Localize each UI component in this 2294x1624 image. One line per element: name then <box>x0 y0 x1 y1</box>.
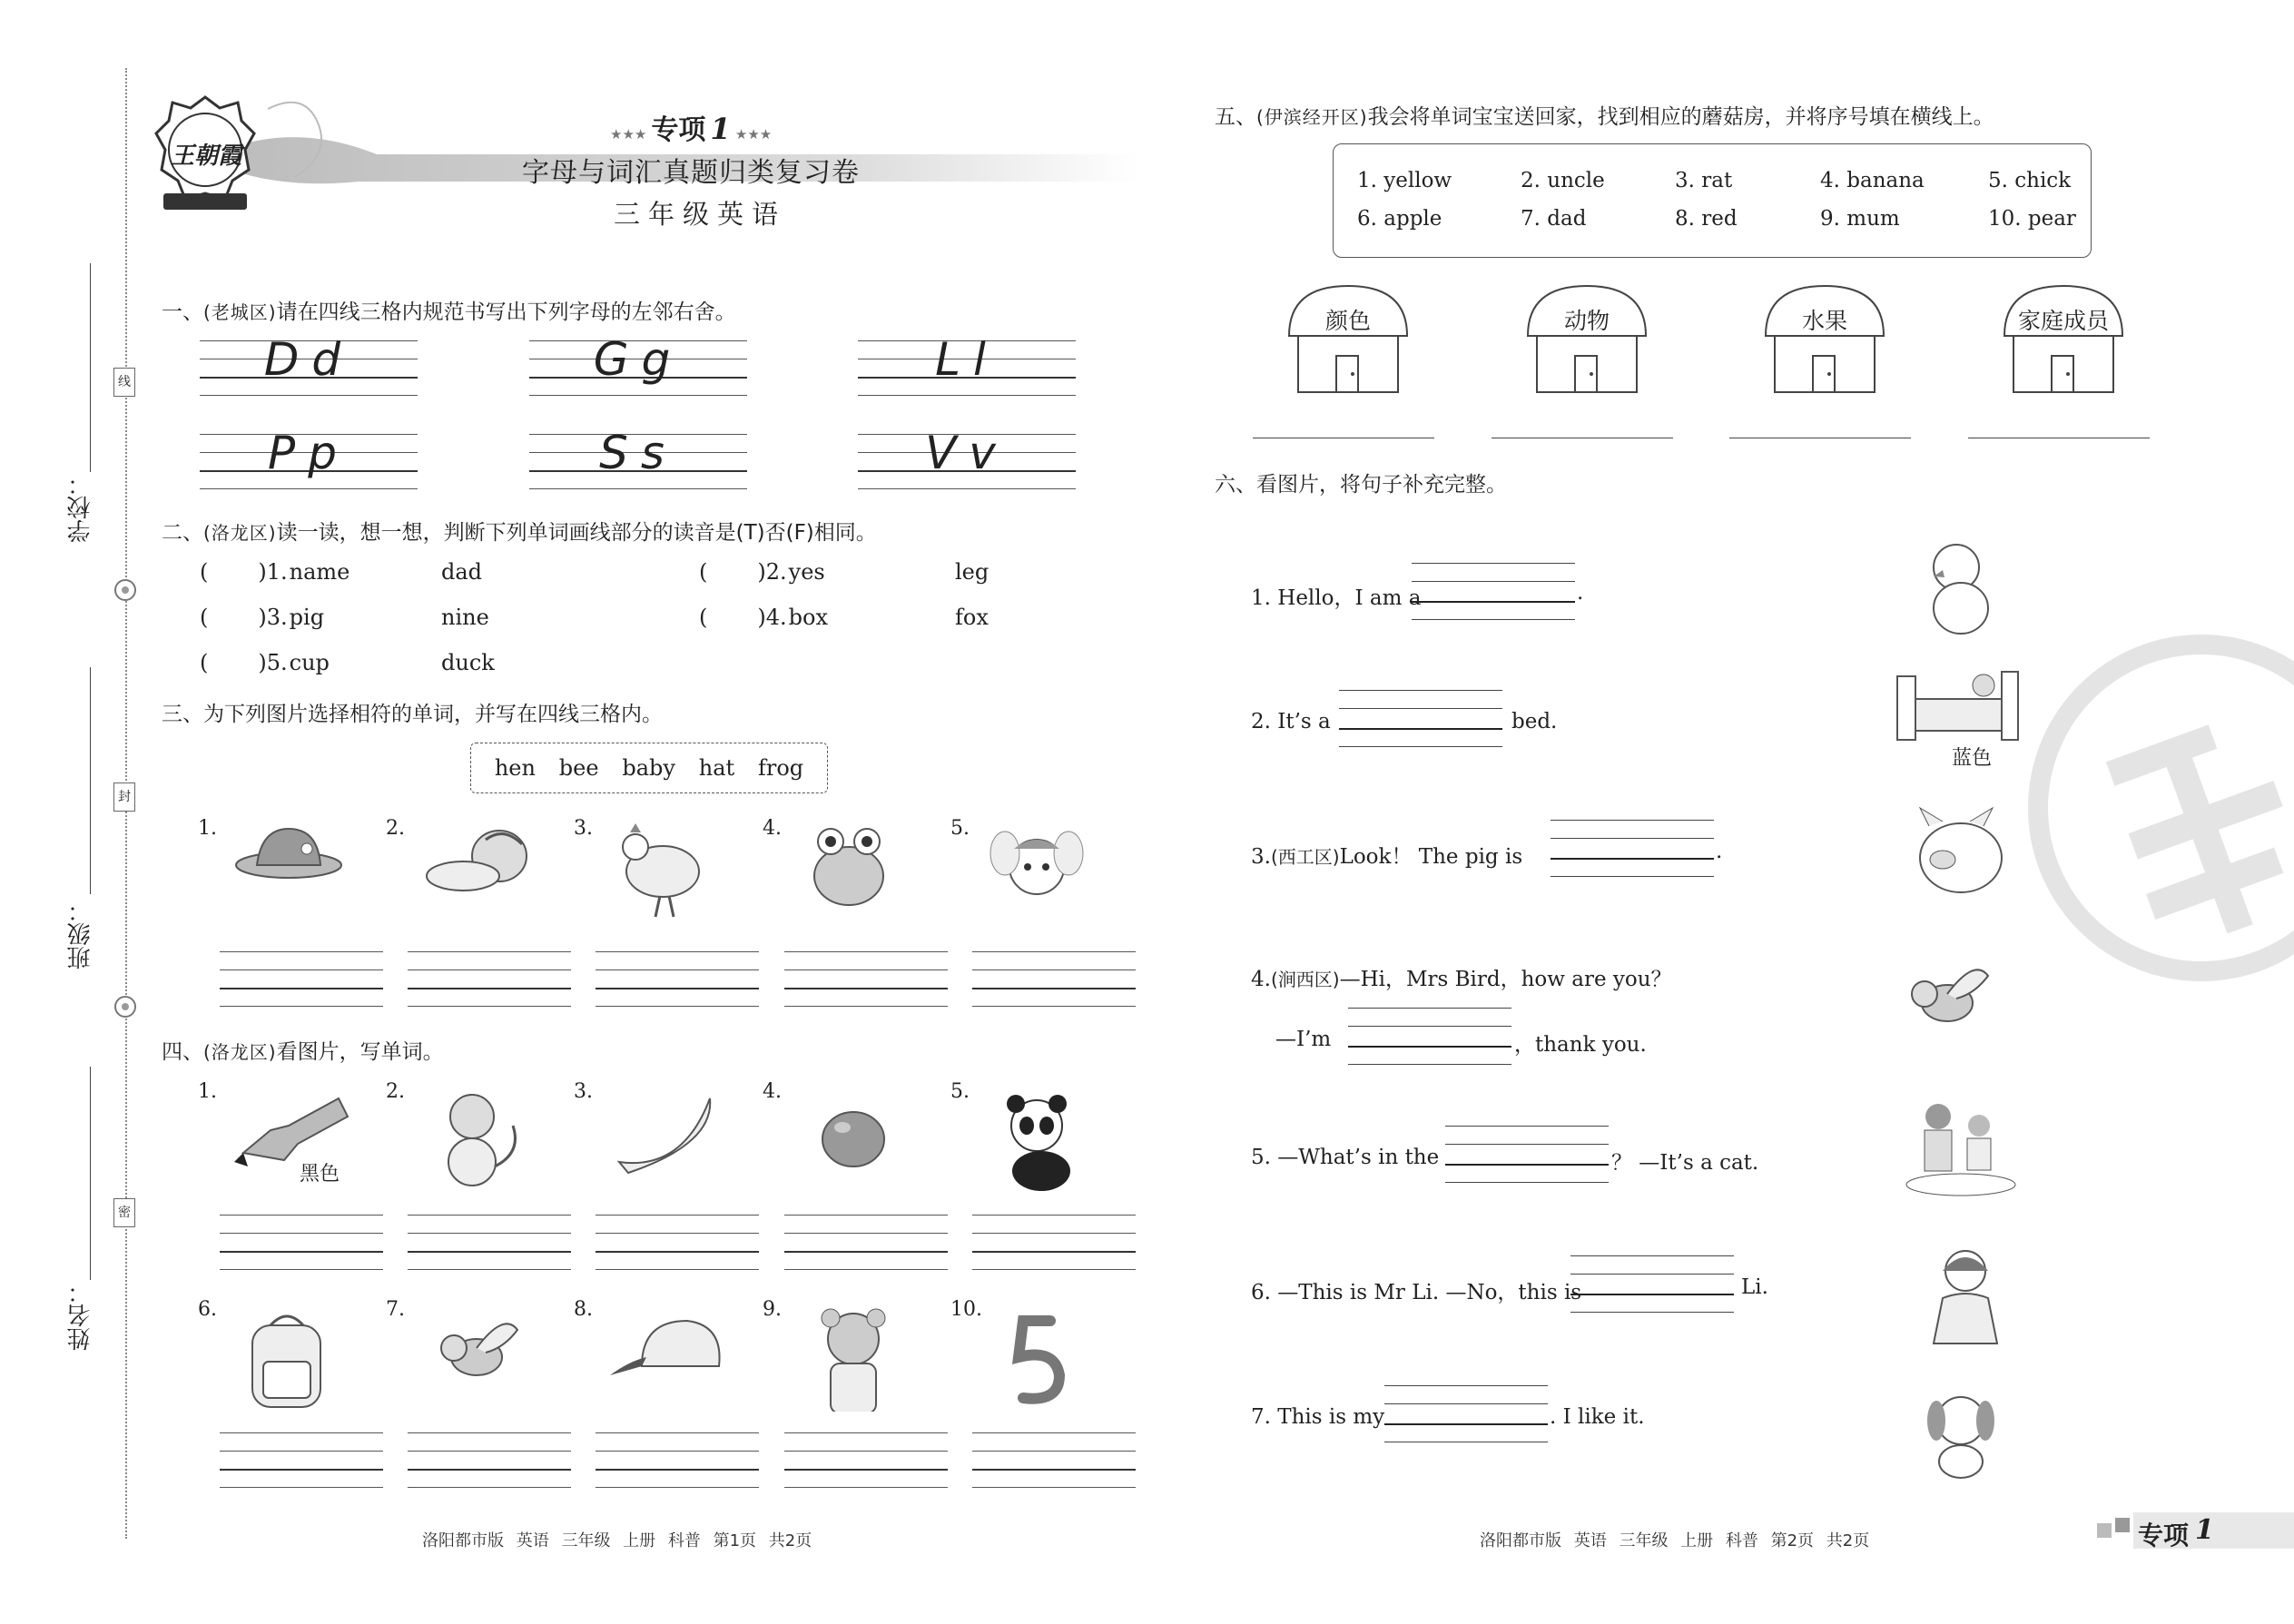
question-number: 5. <box>266 650 288 675</box>
paren-close: ) <box>258 559 267 585</box>
grid-line <box>972 988 1136 989</box>
sentence-text: . <box>1577 581 1584 605</box>
grid-line <box>220 1451 383 1452</box>
page-subtitle: 三年级英语 <box>614 199 787 230</box>
item-number: 5. <box>950 1080 970 1103</box>
word-2: nine <box>441 605 489 630</box>
answer-blank[interactable] <box>1348 1008 1511 1066</box>
sentence-text: . <box>1716 840 1723 863</box>
hat-icon <box>234 822 348 921</box>
grid-line <box>1551 858 1714 860</box>
grid-line <box>220 969 383 970</box>
color-note-blue: 蓝色 <box>1952 747 1993 770</box>
tf-question <box>200 559 483 585</box>
word-2: fox <box>955 605 989 630</box>
paren-close: ) <box>757 605 766 630</box>
topic-label: 专项 <box>651 114 706 146</box>
word-item: 6. apple <box>1357 207 1442 231</box>
grid-line <box>220 1251 383 1253</box>
word-item: 7. dad <box>1521 207 1587 231</box>
item-number: 1. <box>198 817 217 840</box>
tf-question <box>699 605 989 630</box>
letter-grid[interactable] <box>200 427 418 490</box>
name-label: 姓名： <box>67 1280 94 1351</box>
grid-line <box>220 1215 383 1216</box>
grid-line <box>1348 1026 1511 1027</box>
egg-icon <box>799 1089 917 1194</box>
answer-grid[interactable] <box>784 1215 948 1271</box>
grid-line <box>529 488 747 489</box>
grid-line <box>1348 1064 1511 1065</box>
letter-pair: Vv <box>925 427 1009 479</box>
paren-close: ) <box>258 605 267 630</box>
grid-line <box>596 1215 759 1216</box>
answer-grid[interactable] <box>596 1432 759 1489</box>
word-bank-item: hen <box>494 755 536 781</box>
grid-line <box>1570 1312 1734 1313</box>
binding-hole-icon <box>113 577 138 603</box>
color-note-black: 黑色 <box>300 1163 340 1186</box>
grid-line <box>1570 1294 1734 1295</box>
answer-blank[interactable] <box>1570 1255 1734 1314</box>
question-number: 4. <box>1251 968 1271 991</box>
grid-line <box>596 969 759 970</box>
letter-grid[interactable] <box>529 333 747 397</box>
item-number: 10. <box>950 1298 982 1321</box>
word-box <box>1333 143 2092 258</box>
answer-grid[interactable] <box>972 951 1136 1008</box>
grid-line <box>1339 746 1502 747</box>
grid-line <box>596 951 759 952</box>
answer-blank[interactable] <box>1384 1385 1548 1443</box>
footer-badge-label: 专项 <box>2138 1521 2190 1550</box>
answer-grid[interactable] <box>220 1432 383 1489</box>
house-label: 颜色 <box>1324 308 1371 334</box>
grid-line <box>972 1487 1136 1488</box>
grid-line <box>220 1233 383 1234</box>
answer-grid[interactable] <box>408 1432 571 1489</box>
sentence-body: Look！ The pig is <box>1339 845 1523 869</box>
answer-grid[interactable] <box>596 1215 759 1271</box>
letter-pair: Dd <box>263 333 354 386</box>
sentence-text: 6. —This is Mr Li. —No，this is <box>1251 1281 1582 1304</box>
word-item: 9. mum <box>1820 207 1900 231</box>
paren-open: ( <box>699 605 708 630</box>
stars-left: ★★★ <box>610 126 647 143</box>
grid-line <box>596 1487 759 1488</box>
grid-line <box>529 395 747 396</box>
badge-squares <box>2097 1523 2112 1538</box>
sentence-text: 1. Hello，I am a <box>1251 586 1422 610</box>
line-mark: 线 <box>113 368 135 397</box>
grid-line <box>784 951 948 952</box>
item-number: 2. <box>386 1080 405 1103</box>
sentence-text <box>1251 962 1672 992</box>
paren-open: ( <box>200 605 209 630</box>
answer-grid[interactable] <box>972 1215 1136 1271</box>
grid-line <box>1570 1255 1734 1256</box>
grid-line <box>1384 1385 1548 1386</box>
five-icon <box>987 1307 1105 1412</box>
grid-line <box>220 1006 383 1007</box>
word-item: 5. chick <box>1988 169 2072 192</box>
item-number: 1. <box>198 1080 217 1103</box>
answer-blank[interactable] <box>1551 820 1714 878</box>
hen-icon <box>610 822 724 921</box>
grid-line <box>596 1269 759 1270</box>
secret-mark: 密 <box>113 1198 135 1227</box>
grid-line <box>972 1469 1136 1471</box>
grid-line <box>1339 690 1502 691</box>
grid-line <box>1445 1164 1609 1166</box>
tf-question <box>200 650 495 675</box>
seal-mark: 封 <box>113 782 135 812</box>
house-label: 水果 <box>1801 308 1847 334</box>
grid-line <box>220 951 383 952</box>
badge-squares <box>2115 1518 2130 1532</box>
grid-line <box>220 1469 383 1471</box>
page-title: 字母与词汇真题归类复习卷 <box>522 157 860 189</box>
dog-icon <box>1911 1384 2038 1493</box>
answer-blank[interactable] <box>1339 690 1502 748</box>
footer-right: 洛阳都市版 英语 三年级 上册 科普 第2页 共2页 <box>1480 1531 1870 1550</box>
sentence-text: ，thank you. <box>1514 1033 1647 1057</box>
grid-line <box>784 988 948 989</box>
paren-open: ( <box>200 650 209 675</box>
mushroom-house-icon <box>1523 281 1650 399</box>
grid-line <box>784 1251 948 1253</box>
grid-line <box>972 1251 1136 1253</box>
answer-grid[interactable] <box>784 1432 948 1489</box>
district: (西工区) <box>1270 846 1340 868</box>
letter-pair: Pp <box>268 427 350 479</box>
publisher-logo <box>154 95 256 218</box>
mushroom-house-icon <box>1761 281 1888 399</box>
word-item: 3. rat <box>1675 169 1733 192</box>
letter-pair: Gg <box>593 333 684 386</box>
section2-title: 二、(洛龙区)读一读，想一想，判断下列单词画线部分的读音是(T)否(F)相同。 <box>162 521 877 545</box>
answer-grid[interactable] <box>220 1215 383 1271</box>
grid-line <box>220 1269 383 1270</box>
grid-line <box>972 951 1136 952</box>
baby-icon <box>422 822 536 921</box>
item-number: 3. <box>574 1080 593 1103</box>
section6-title: 六、看图片，将句子补充完整。 <box>1215 473 1507 497</box>
question-number: 4. <box>765 605 787 630</box>
grid-line <box>220 1487 383 1488</box>
word-item: 1. yellow <box>1357 169 1452 192</box>
grid-line <box>408 1215 571 1216</box>
item-number: 6. <box>198 1298 217 1321</box>
footer-left: 洛阳都市版 英语 三年级 上册 科普 第1页 共2页 <box>422 1531 812 1550</box>
grid-line <box>1551 838 1714 839</box>
answer-grid[interactable] <box>408 951 571 1008</box>
monkey-icon <box>422 1089 540 1194</box>
item-number: 9. <box>763 1298 782 1321</box>
grid-line <box>596 988 759 989</box>
grid-line <box>408 1006 571 1007</box>
binding-hole-icon <box>113 994 138 1019</box>
sentence-text: 7. This is my <box>1251 1405 1385 1429</box>
sentence-text: bed. <box>1511 710 1558 733</box>
word-item: 10. pear <box>1988 207 2076 231</box>
grid-line <box>200 395 418 396</box>
tf-question <box>200 605 489 630</box>
word-bank-box <box>470 743 828 793</box>
grid-line <box>1445 1182 1609 1183</box>
bee-icon <box>987 822 1100 921</box>
sentence-text: —I’m <box>1275 1028 1332 1051</box>
question-number: 1. <box>266 559 288 585</box>
woman-icon <box>1915 1244 2043 1353</box>
answer-grid[interactable] <box>220 951 383 1008</box>
mushroom-house-icon <box>1285 281 1412 399</box>
district: (涧西区) <box>1270 969 1340 990</box>
grid-line <box>1412 601 1575 603</box>
footer-badge <box>2088 1512 2294 1549</box>
grid-line <box>972 1006 1136 1007</box>
grid-line <box>972 1269 1136 1270</box>
grid-line <box>972 969 1136 970</box>
bird-icon <box>1893 953 2020 1062</box>
grid-line <box>408 1469 571 1471</box>
grid-line <box>1412 563 1575 564</box>
grid-line <box>1551 876 1714 877</box>
grid-line <box>1412 619 1575 620</box>
letter-grid[interactable] <box>200 333 418 397</box>
paren-close: ) <box>258 650 267 675</box>
grid-line <box>972 1451 1136 1452</box>
grid-line <box>784 1432 948 1433</box>
word-bank-item: hat <box>698 755 735 781</box>
grid-line <box>596 1251 759 1253</box>
letter-grid[interactable] <box>858 427 1076 490</box>
grid-line <box>972 1233 1136 1234</box>
sentence-text: 5. —What’s in the <box>1251 1146 1440 1169</box>
grid-line <box>784 1451 948 1452</box>
grid-line <box>858 488 1076 489</box>
grid-line <box>1570 1274 1734 1275</box>
sentence-text: . I like it. <box>1550 1405 1645 1429</box>
grid-line <box>408 969 571 970</box>
item-number: 5. <box>950 817 970 840</box>
letter-grid[interactable] <box>529 427 747 490</box>
answer-blank[interactable] <box>1445 1126 1609 1184</box>
bear-icon <box>799 1307 917 1412</box>
house-label: 动物 <box>1563 308 1610 334</box>
grid-line <box>858 395 1076 396</box>
item-number: 4. <box>763 1080 782 1103</box>
grid-line <box>1412 581 1575 582</box>
banana-icon <box>610 1089 728 1194</box>
grid-line <box>200 488 418 489</box>
grid-line <box>408 1251 571 1253</box>
name-field[interactable] <box>90 1067 91 1280</box>
sentence-text: 2. It’s a <box>1251 710 1331 733</box>
letter-grid[interactable] <box>858 333 1076 397</box>
house-label: 家庭成员 <box>2017 308 2109 334</box>
answer-grid[interactable] <box>784 951 948 1008</box>
item-number: 7. <box>386 1298 405 1321</box>
word-bank-item: frog <box>757 755 804 781</box>
grid-line <box>972 1215 1136 1216</box>
section3-title: 三、为下列图片选择相符的单词，并写在四线三格内。 <box>162 703 663 726</box>
grid-line <box>596 1451 759 1452</box>
family-icon <box>1902 1098 2029 1207</box>
answer-grid[interactable] <box>408 1215 571 1271</box>
grid-line <box>784 1006 948 1007</box>
word-2: leg <box>955 559 989 585</box>
grid-line <box>1339 728 1502 730</box>
stars-right: ★★★ <box>734 126 773 143</box>
word-2: dad <box>441 559 483 585</box>
sentence-text: ？ —It’s a cat. <box>1611 1151 1759 1175</box>
chick-icon <box>1915 536 2043 645</box>
word-2: duck <box>441 650 495 675</box>
panda-icon <box>987 1089 1105 1194</box>
answer-blank[interactable] <box>1412 563 1575 621</box>
mushroom-house-icon <box>2000 281 2127 399</box>
section5-title: 五、(伊滨经开区)我会将单词宝宝送回家，找到相应的蘑菇房，并将序号填在横线上。 <box>1215 105 1994 129</box>
item-number: 3. <box>574 817 593 840</box>
word-item: 8. red <box>1675 207 1738 231</box>
secret-watermark-icon <box>2020 626 2294 989</box>
grid-line <box>408 1432 571 1433</box>
school-label: 学校： <box>67 472 94 543</box>
grid-line <box>972 1432 1136 1433</box>
bird-icon <box>422 1307 540 1412</box>
letter-pair: Ll <box>935 333 999 386</box>
grid-line <box>408 1487 571 1488</box>
grid-line <box>596 1432 759 1433</box>
word-bank-item: baby <box>622 755 675 781</box>
class-label: 班级： <box>67 899 94 969</box>
grid-line <box>1384 1423 1548 1425</box>
grid-line <box>408 1233 571 1234</box>
grid-line <box>1339 708 1502 709</box>
grid-line <box>784 1215 948 1216</box>
word-1: name <box>289 559 350 585</box>
grid-line <box>408 1269 571 1270</box>
word-1: yes <box>788 559 825 585</box>
grid-line <box>784 1233 948 1234</box>
section4-title: 四、(洛龙区)看图片，写单词。 <box>162 1040 444 1064</box>
sentence-text: Li. <box>1741 1275 1768 1299</box>
question-number: 2. <box>765 559 787 585</box>
question-number: 3. <box>266 605 288 630</box>
grid-line <box>408 1451 571 1452</box>
paren-open: ( <box>200 559 209 585</box>
logo-text: 王朝霞 <box>171 143 242 170</box>
word-item: 2. uncle <box>1521 169 1605 192</box>
grid-line <box>408 951 571 952</box>
paren-open: ( <box>699 559 708 585</box>
grid-line <box>784 1269 948 1270</box>
item-number: 2. <box>386 817 405 840</box>
grid-line <box>596 1233 759 1234</box>
grid-line <box>1445 1144 1609 1145</box>
grid-line <box>784 1487 948 1488</box>
frog-icon <box>799 822 912 921</box>
topic-header <box>610 107 772 147</box>
grid-line <box>408 988 571 989</box>
grid-line <box>784 1469 948 1471</box>
grid-line <box>596 1469 759 1471</box>
section1-title: 一、(老城区)请在四线三格内规范书写出下列字母的左邻右舍。 <box>162 300 736 324</box>
question-number: 3. <box>1251 845 1271 869</box>
grid-line <box>596 1006 759 1007</box>
grid-line <box>220 1432 383 1433</box>
answer-grid[interactable] <box>972 1432 1136 1489</box>
tf-question <box>699 559 989 585</box>
item-number: 4. <box>763 817 782 840</box>
grid-line <box>1551 820 1714 821</box>
pig-icon <box>1902 803 2029 912</box>
word-1: box <box>788 605 829 630</box>
word-bank-item: bee <box>558 755 599 781</box>
grid-line <box>784 969 948 970</box>
word-1: pig <box>289 605 325 630</box>
cap-icon <box>610 1307 728 1412</box>
topic-number: 1 <box>710 112 731 146</box>
school-field[interactable] <box>90 263 91 472</box>
word-1: cup <box>289 650 330 675</box>
grid-line <box>220 988 383 989</box>
bag-icon <box>234 1307 352 1412</box>
paren-close: ) <box>757 559 766 585</box>
grid-line <box>1384 1403 1548 1404</box>
footer-badge-number: 1 <box>2195 1514 2214 1546</box>
sentence-text <box>1251 840 1522 870</box>
grid-line <box>1445 1126 1609 1127</box>
item-number: 8. <box>574 1298 593 1321</box>
grid-line <box>1348 1046 1511 1048</box>
letter-pair: Ss <box>599 427 677 479</box>
word-item: 4. banana <box>1820 169 1925 192</box>
sentence-body: —Hi，Mrs Bird，how are you？ <box>1339 968 1672 991</box>
answer-grid[interactable] <box>596 951 759 1008</box>
class-field[interactable] <box>90 667 91 894</box>
grid-line <box>1348 1008 1511 1009</box>
